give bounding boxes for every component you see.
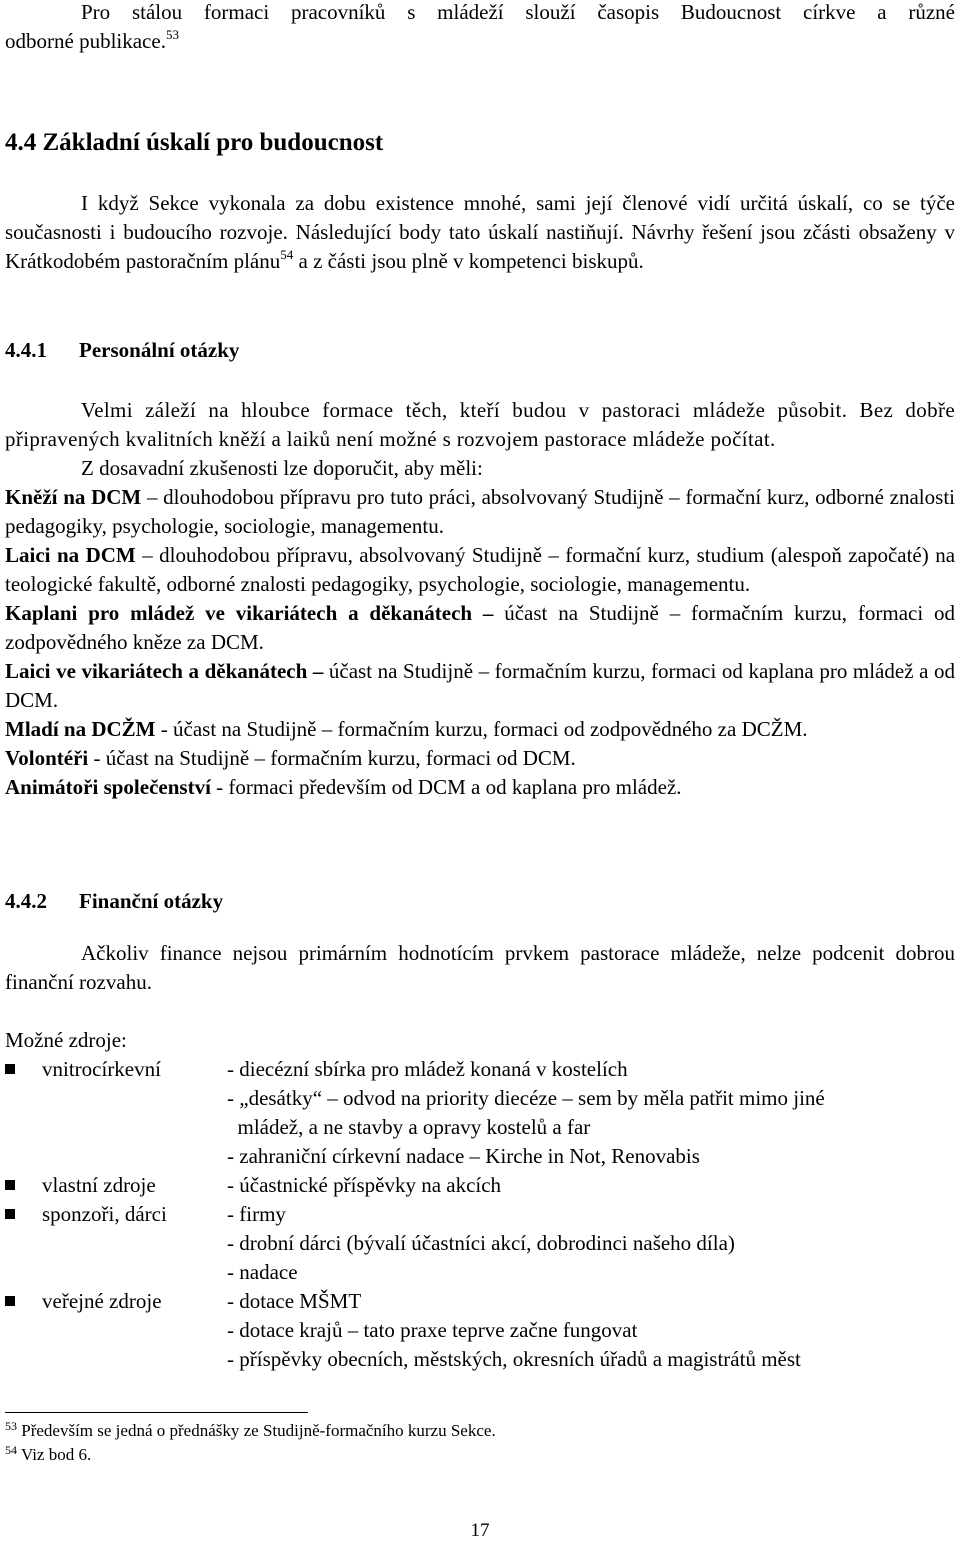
page-number: 17	[470, 1520, 490, 1541]
source-row-internal	[5, 1055, 955, 1084]
section-4-4-tail-text: a z části jsou plně v kompetenci biskupů.	[293, 249, 644, 273]
sources-title: Možné zdroje:	[5, 1028, 127, 1052]
source-item: - zahraniční církevní nadace – Kirche in Not, Renovabis	[227, 1144, 700, 1168]
source-item: - příspěvky obecních, městských, okresních úřadů a magistrátů měst	[227, 1347, 801, 1371]
intro-line-2	[5, 27, 955, 56]
footnote-54	[5, 1443, 91, 1467]
source-item: - dotace krajů – tato praxe teprve začne fungovat	[227, 1318, 638, 1342]
footnote-separator	[5, 1412, 308, 1413]
source-item: - drobní dárci (bývalí účastníci akcí, dobrodinci našeho díla)	[227, 1231, 735, 1255]
section-heading-4-4: 4.4 Základní úskalí pro budoucnost	[5, 129, 384, 156]
section-4-4-text	[5, 189, 955, 276]
source-label: vlastní zdroje	[42, 1173, 156, 1197]
source-item: - účastnické příspěvky na akcích	[227, 1173, 502, 1197]
role-animatori	[5, 773, 955, 802]
role-label: Laici na DCM	[5, 543, 136, 567]
role-laici-vikariaty	[5, 657, 955, 715]
role-kneze	[5, 483, 955, 541]
role-kaplani	[5, 599, 955, 657]
footnote-text: Především se jedná o přednášky ze Studijně-formačního kurzu Sekce.	[21, 1421, 496, 1440]
role-volonteri	[5, 744, 955, 773]
personnel-paragraph-2: Z dosavadní zkušenosti lze doporučit, aby měli:	[81, 456, 483, 480]
source-label: veřejné zdroje	[42, 1289, 162, 1313]
source-label: sponzoři, dárci	[42, 1202, 167, 1226]
sources-section	[5, 1026, 955, 1374]
source-row-own	[5, 1171, 955, 1200]
source-row-public	[5, 1287, 955, 1316]
subsection-4-4-1-body	[5, 396, 955, 802]
role-text: účast na Studijně – formačním kurzu, formaci od zodpovědného kněze za DCM.	[5, 601, 955, 654]
footnote-53	[5, 1419, 496, 1443]
role-label: Animátoři společenství	[5, 775, 211, 799]
subsection-number: 4.4.1	[5, 338, 47, 362]
role-text: účast na Studijně – formačním kurzu, formaci od kaplana pro mládež a od DCM.	[5, 659, 955, 712]
source-item: - nadace	[227, 1260, 298, 1284]
source-row-sponsors-3	[5, 1258, 955, 1287]
source-row-public-3	[5, 1345, 955, 1374]
source-item: mládež, a ne stavby a opravy kostelů a far	[227, 1115, 591, 1139]
footnote-number: 54	[5, 1443, 17, 1457]
source-row-internal-2	[5, 1084, 955, 1113]
personnel-paragraph-1: Velmi záleží na hloubce formace těch, kteří budou v pastoraci mládeže působit. Bez dobře připravených kvalitních kněží a laiků není možné s rozvojem pastorace mládeže počítat.	[5, 398, 955, 451]
square-bullet-icon	[5, 1209, 15, 1219]
finance-paragraph	[5, 939, 955, 997]
square-bullet-icon	[5, 1064, 15, 1074]
subsection-number: 4.4.2	[5, 889, 47, 913]
footnote-ref-54: 54	[280, 247, 294, 262]
subsection-heading-4-4-1	[5, 336, 955, 365]
source-item: - diecézní sbírka pro mládež konaná v kostelích	[227, 1057, 628, 1081]
role-text: - účast na Studijně – formačním kurzu, formaci od zodpovědného za DCŽM.	[155, 717, 808, 741]
finance-text: Ačkoliv finance nejsou primárním hodnotícím prvkem pastorace mládeže, nelze podcenit dobrou finanční rozvahu.	[5, 941, 955, 994]
square-bullet-icon	[5, 1296, 15, 1306]
role-label: Laici ve vikariátech a děkanátech –	[5, 659, 324, 683]
role-label: Kněží na DCM	[5, 485, 142, 509]
source-row-internal-4	[5, 1142, 955, 1171]
role-label: Kaplani pro mládež ve vikariátech a děkanátech –	[5, 601, 494, 625]
intro-line-1: Pro stálou formaci pracovníků s mládeží slouží časopis Budoucnost církve a různé	[81, 0, 955, 24]
source-item: - firmy	[227, 1202, 286, 1226]
role-text: - formaci především od DCM a od kaplana pro mládež.	[210, 775, 682, 799]
source-row-sponsors-2	[5, 1229, 955, 1258]
subsection-title: Finanční otázky	[79, 889, 224, 913]
role-text: – dlouhodobou přípravu, absolvovaný Studijně – formační kurz, studium (alespoň započaté) na teologické fakultě, odborné znalosti pedagogiky, psychologie, sociologie, managementu.	[5, 543, 956, 596]
footnote-ref-53: 53	[165, 27, 179, 42]
subsection-heading-4-4-2	[5, 887, 955, 916]
source-label: vnitrocírkevní	[42, 1057, 161, 1081]
role-text: - účast na Studijně – formačním kurzu, formaci od DCM.	[88, 746, 576, 770]
source-item: - dotace MŠMT	[227, 1289, 362, 1313]
section-4-4-main-text: I když Sekce vykonala za dobu existence mnohé, sami její členové vidí určitá úskalí, co se týče současnosti i budoucího rozvoje. Následující body tato úskalí nastiňují. Návrhy řešení jsou zčásti obsaženy v Krátkodobém pastoračním plánu	[5, 191, 955, 273]
footnote-text: Viz bod 6.	[20, 1445, 92, 1464]
role-laici-dcm	[5, 541, 955, 599]
source-row-sponsors	[5, 1200, 955, 1229]
footnote-number: 53	[5, 1419, 17, 1433]
intro-line-2-text: odborné publikace.	[5, 29, 166, 53]
intro-paragraph	[5, 0, 955, 56]
subsection-title: Personální otázky	[79, 338, 240, 362]
source-item: - „desátky“ – odvod na priority diecéze – sem by měla patřit mimo jiné	[227, 1086, 825, 1110]
role-label: Volontéři	[5, 746, 89, 770]
role-label: Mladí na DCŽM	[5, 717, 156, 741]
source-row-internal-3	[5, 1113, 955, 1142]
square-bullet-icon	[5, 1180, 15, 1190]
role-text: – dlouhodobou přípravu pro tuto práci, absolvovaný Studijně – formační kurz, odborné znalosti pedagogiky, psychologie, sociologie, managementu.	[5, 485, 955, 538]
role-mladi	[5, 715, 955, 744]
section-4-4-paragraph	[5, 189, 955, 276]
source-row-public-2	[5, 1316, 955, 1345]
